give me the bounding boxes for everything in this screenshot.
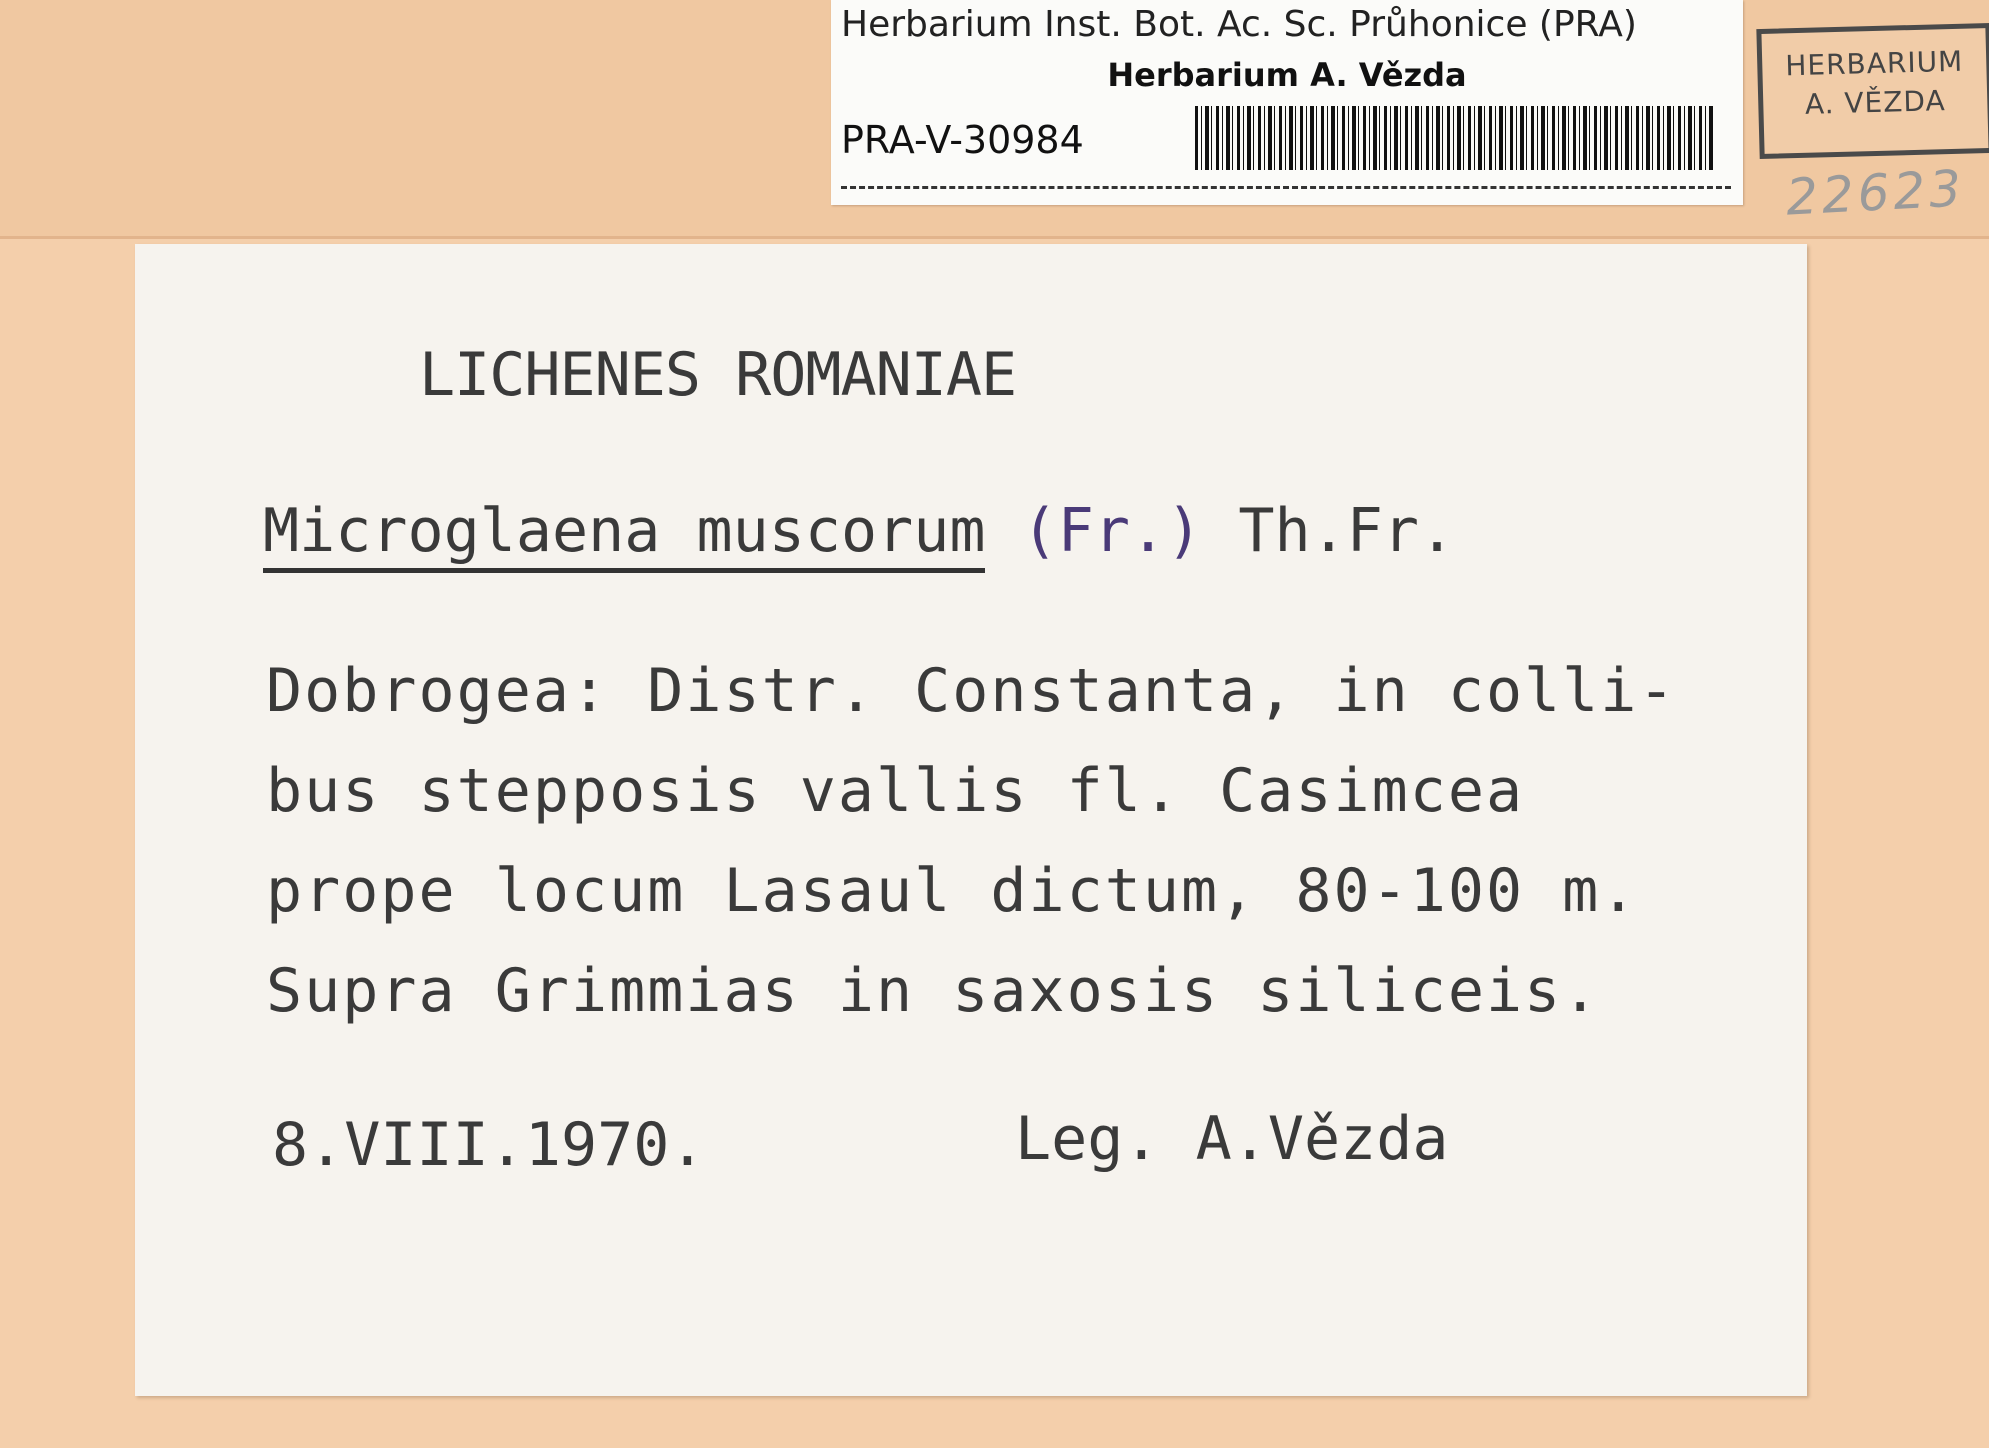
herbarium-name: Herbarium A. Vězda (1107, 56, 1467, 94)
barcode-image (1195, 106, 1713, 170)
specimen-label (135, 244, 1807, 1396)
collector: Leg. A.Vězda (1015, 1104, 1449, 1174)
catalog-number: PRA-V-30984 (841, 118, 1084, 162)
taxon-author: Th.Fr. (1238, 496, 1456, 566)
institution-text: Herbarium Inst. Bot. Ac. Sc. Průhonice (PRA) (841, 4, 1637, 45)
series-title: LICHENES ROMANIAE (419, 340, 1017, 410)
barcode-label (831, 0, 1743, 205)
dashed-cut-line (841, 186, 1731, 189)
locality-line: Dobrogea: Distr. Constanta, in colli- (266, 656, 1677, 726)
herbarium-stamp (1756, 23, 1989, 159)
stamp-line-2: A. VĚZDA (1804, 84, 1947, 121)
taxon-author-parenthetical: (Fr.) (1021, 496, 1203, 566)
taxon-line (263, 496, 1455, 566)
locality-line: prope locum Lasaul dictum, 80-100 m. (266, 856, 1639, 926)
collection-date: 8.VIII.1970. (272, 1110, 706, 1180)
stamp-line-1: HERBARIUM (1784, 44, 1964, 83)
locality-line: Supra Grimmias in saxosis siliceis. (266, 956, 1601, 1026)
locality-line: bus stepposis vallis fl. Casimcea (266, 756, 1525, 826)
handwritten-number: 22623 (1784, 159, 1967, 227)
taxon-name: Microglaena muscorum (263, 496, 985, 573)
